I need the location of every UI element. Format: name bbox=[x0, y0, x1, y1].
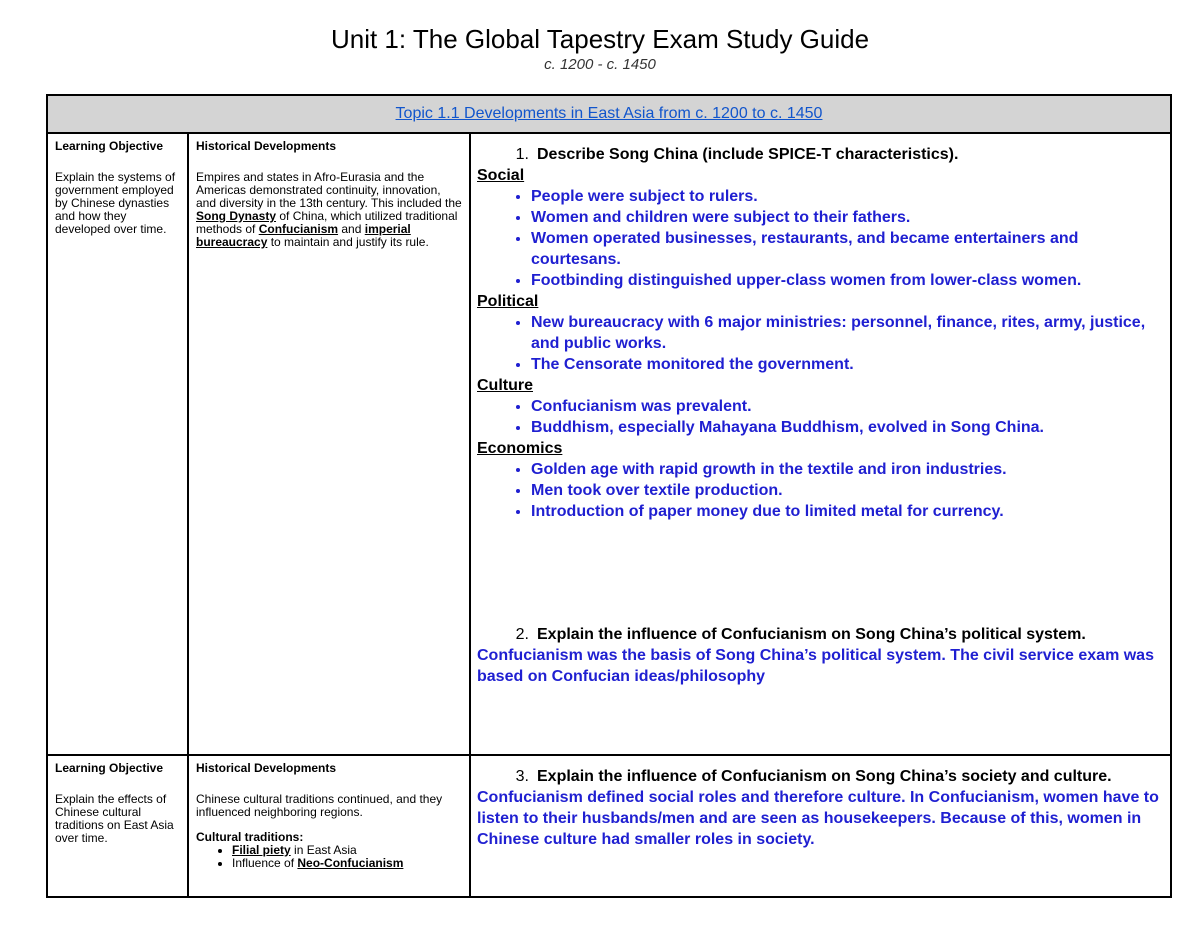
answers-cell-2 bbox=[470, 755, 1171, 897]
list-item: • People were subject to rulers. bbox=[531, 186, 1162, 207]
list-item: • Footbinding distinguished upper-class women from lower-class women. bbox=[531, 270, 1162, 291]
list-item: • Women operated businesses, restaurants, and became entertainers and courtesans. bbox=[531, 228, 1162, 270]
list-item: • The Censorate monitored the government. bbox=[531, 354, 1162, 375]
objective-text: Explain the effects of Chinese cultural traditions on East Asia over time. bbox=[55, 792, 174, 845]
page-title: Unit 1: The Global Tapestry Exam Study Guide bbox=[330, 24, 870, 54]
objective-cell-2 bbox=[47, 755, 188, 897]
developments-text: Empires and states in Afro-Eurasia and the Americas demonstrated continuity, innovation, and diversity in the 13th century. This included the Song Dynasty of China, which utilized traditional methods of Confucianism and imperial bureaucracy to maintain and justify its rule. bbox=[196, 170, 462, 249]
social-list bbox=[477, 186, 1162, 291]
developments-heading: Historical Developments bbox=[196, 139, 337, 153]
objective-heading: Learning Objective bbox=[55, 761, 164, 775]
answer-3: Confucianism defined social roles and therefore culture. In Confucianism, women have to listen to their husbands/men and are seen as housekeepers. Because of this, women in Chinese culture had smaller roles in society. bbox=[477, 789, 1159, 848]
objective-heading: Learning Objective bbox=[55, 139, 164, 153]
economics-list bbox=[477, 459, 1162, 522]
developments-cell-2 bbox=[188, 755, 470, 897]
answer-2: Confucianism was the basis of Song China’s political system. The civil service exam was based on Confucian ideas/philosophy bbox=[477, 647, 1154, 685]
topic-link[interactable]: Topic 1.1 Developments in East Asia from c. 1200 to c. 1450 bbox=[395, 105, 823, 122]
list-item: • Men took over textile production. bbox=[531, 480, 1162, 501]
term-imperial-bureaucracy: imperial bureaucracy bbox=[196, 222, 411, 249]
study-guide-table bbox=[46, 94, 1172, 898]
term-song-dynasty: Song Dynasty bbox=[196, 209, 277, 223]
culture-list bbox=[477, 396, 1162, 438]
category-political: Political bbox=[477, 293, 539, 310]
list-item: • New bureaucracy with 6 major ministries: personnel, finance, rites, army, justice, and public works. bbox=[531, 312, 1162, 354]
list-item: • Filial piety in East Asia bbox=[232, 844, 463, 857]
developments-cell-1 bbox=[188, 133, 470, 755]
developments-text: Chinese cultural traditions continued, and they influenced neighboring regions. bbox=[196, 792, 443, 819]
list-item: • Golden age with rapid growth in the textile and iron industries. bbox=[531, 459, 1162, 480]
list-item: • Introduction of paper money due to limited metal for currency. bbox=[531, 501, 1162, 522]
answers-cell-1 bbox=[470, 133, 1171, 755]
term-confucianism: Confucianism bbox=[258, 222, 339, 236]
list-item: • Buddhism, especially Mahayana Buddhism, evolved in Song China. bbox=[531, 417, 1162, 438]
question-3: 3. Explain the influence of Confucianism on Song China’s society and culture. bbox=[515, 768, 1112, 785]
question-1: 1. Describe Song China (include SPICE-T characteristics). bbox=[515, 146, 959, 163]
category-culture: Culture bbox=[477, 377, 533, 394]
cultural-traditions-list bbox=[196, 844, 463, 870]
cultural-traditions-heading: Cultural traditions: bbox=[196, 830, 304, 844]
objective-cell-1 bbox=[47, 133, 188, 755]
topic-header bbox=[47, 95, 1171, 133]
category-economics: Economics bbox=[477, 440, 563, 457]
objective-text: Explain the systems of government employed by Chinese dynasties and how they developed over time. bbox=[55, 170, 176, 236]
category-social: Social bbox=[477, 167, 525, 184]
page-subtitle: c. 1200 - c. 1450 bbox=[544, 56, 656, 73]
list-item: • Women and children were subject to their fathers. bbox=[531, 207, 1162, 228]
question-2: 2. Explain the influence of Confucianism on Song China’s political system. bbox=[515, 626, 1086, 643]
political-list bbox=[477, 312, 1162, 375]
developments-heading: Historical Developments bbox=[196, 761, 337, 775]
list-item: • Influence of Neo-Confucianism bbox=[232, 857, 463, 870]
list-item: • Confucianism was prevalent. bbox=[531, 396, 1162, 417]
